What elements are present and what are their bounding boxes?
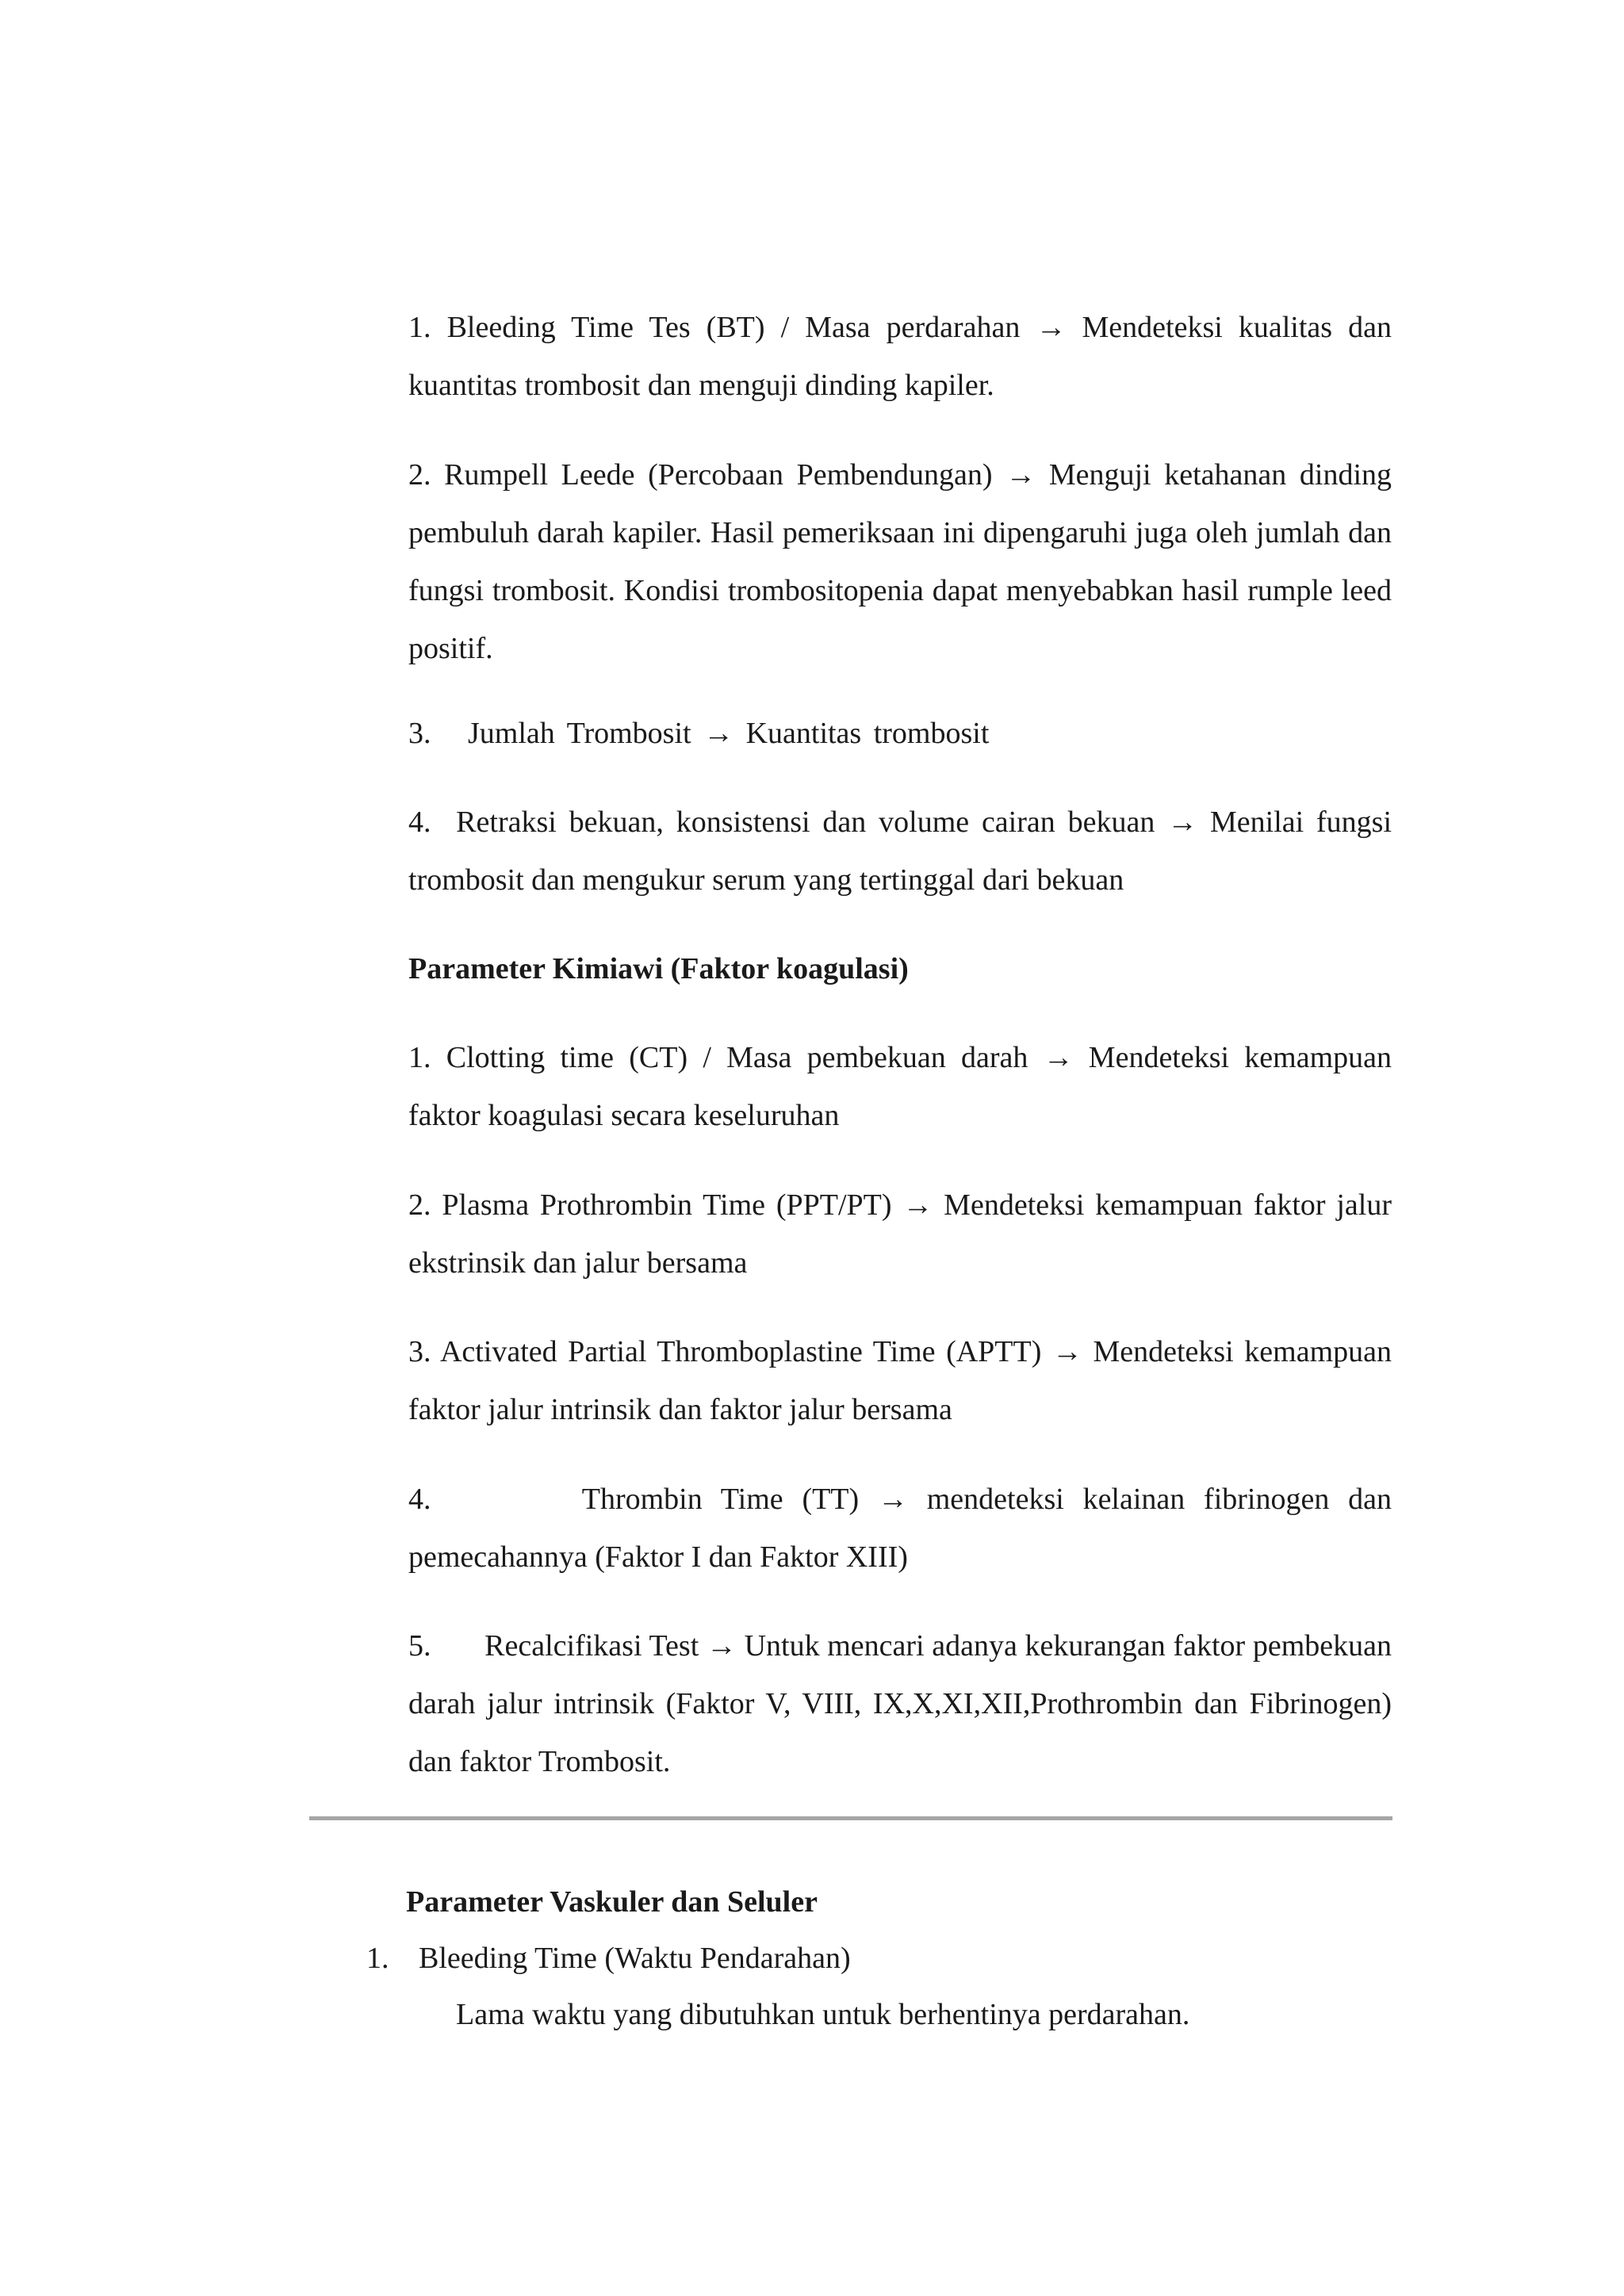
list-item-thrombin-time: 4. Thrombin Time (TT) → mendeteksi kelainan fibrinogen dan pemecahannya (Faktor I dan Faktor XIII) [408,1483,1392,1574]
heading-parameter-kimiawi: Parameter Kimiawi (Faktor koagulasi) [408,952,909,985]
horizontal-divider [309,1816,1392,1820]
list-item-clotting-time: 1. Clotting time (CT) / Masa pembekuan darah → Mendeteksi kemampuan faktor koagulasi secara keseluruhan [408,1041,1392,1132]
heading-parameter-vaskuler: Parameter Vaskuler dan Seluler [406,1885,818,1919]
bleeding-time-description: Lama waktu yang dibutuhkan untuk berhentinya perdarahan. [456,1998,1190,2031]
list-item-bleeding-time-waktu: 1. Bleeding Time (Waktu Pendarahan) [366,1942,851,1975]
list-item-bt: 1. Bleeding Time Tes (BT) / Masa perdarahan → Mendeteksi kualitas dan kuantitas trombosit dan menguji dinding kapiler. [408,311,1392,402]
list-item-plasma-prothrombin-time: 2. Plasma Prothrombin Time (PPT/PT) → Mendeteksi kemampuan faktor jalur ekstrinsik dan jalur bersama [408,1188,1392,1280]
list-item-recalcifikasi-test: 5. Recalcifikasi Test → Untuk mencari adanya kekurangan faktor pembekuan darah jalur intrinsik (Faktor V, VIII, IX,X,XI,XII,Prothrombin dan Fibrinogen) dan faktor Trombosit. [408,1629,1392,1778]
list-item-jumlah-trombosit: 3. Jumlah Trombosit → Kuantitas trombosit [408,717,990,750]
list-item-rumpell-leede: 2. Rumpell Leede (Percobaan Pembendungan) → Menguji ketahanan dinding pembuluh darah kapiler. Hasil pemeriksaan ini dipengaruhi juga oleh jumlah dan fungsi trombosit. Kondisi trombositopenia dapat menyebabkan hasil rumple leed positif. [408,458,1392,665]
list-item-aptt: 3. Activated Partial Thromboplastine Time (APTT) → Mendeteksi kemampuan faktor jalur intrinsik dan faktor jalur bersama [408,1335,1392,1426]
list-item-retraksi-bekuan: 4. Retraksi bekuan, konsistensi dan volume cairan bekuan → Menilai fungsi trombosit dan mengukur serum yang tertinggal dari bekuan [408,806,1392,897]
